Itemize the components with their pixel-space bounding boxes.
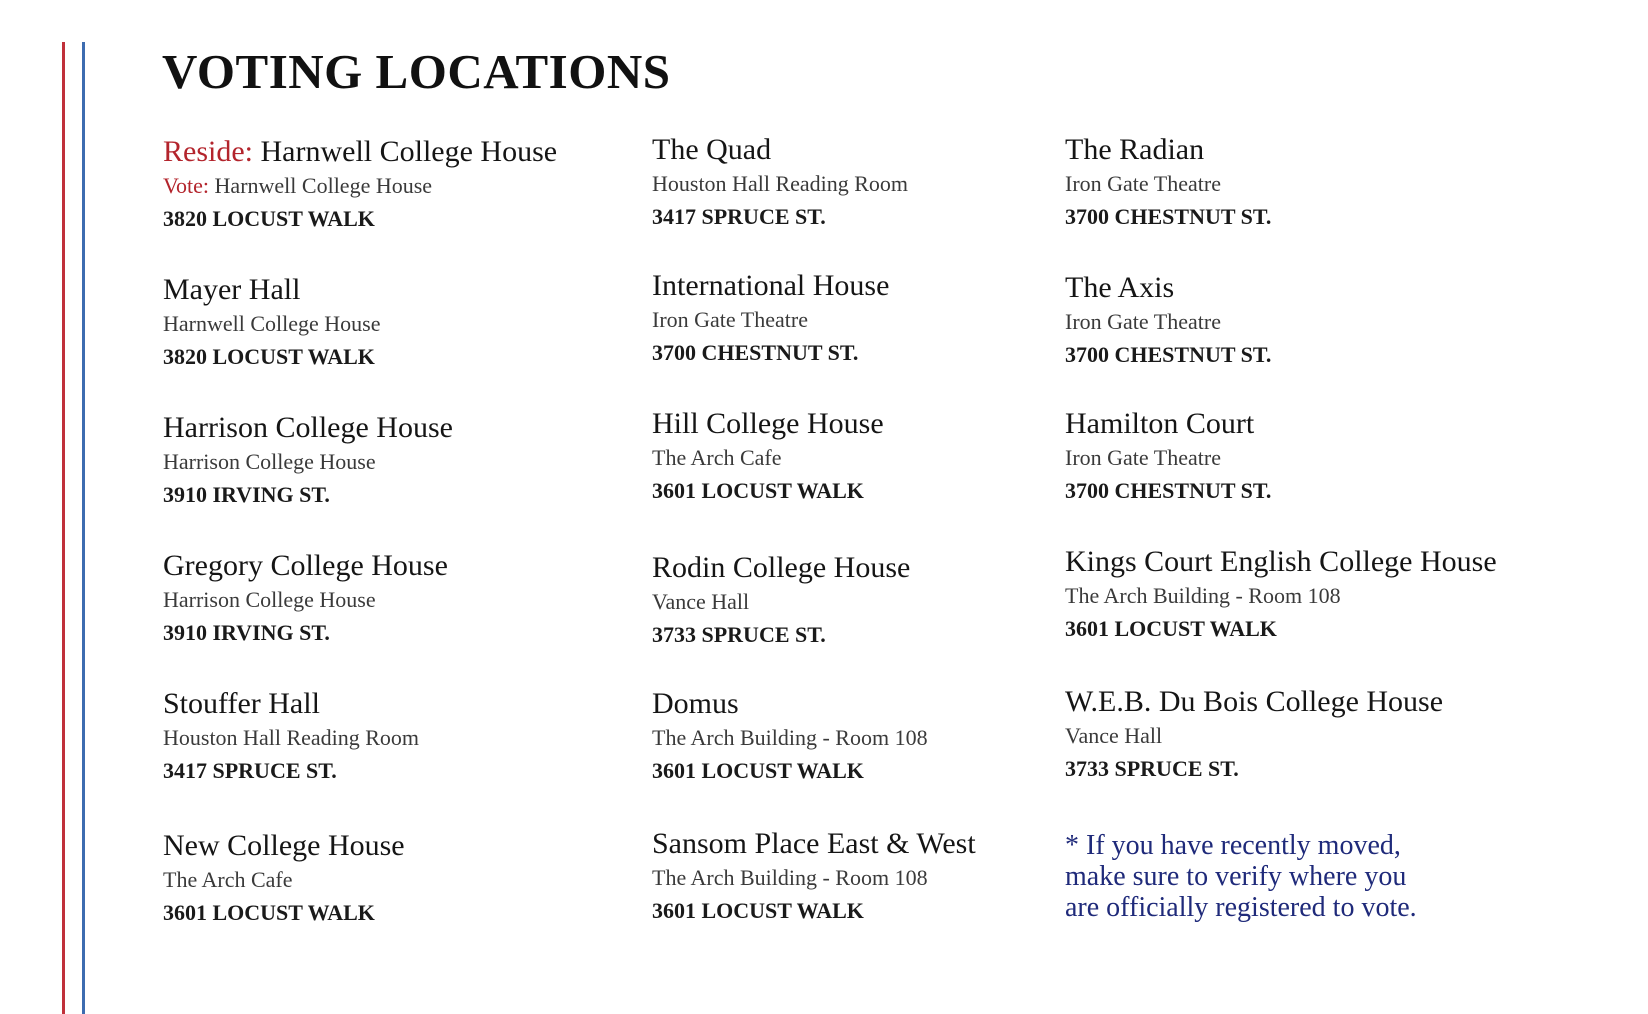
location-entry bbox=[652, 268, 1122, 367]
residence-line bbox=[163, 134, 633, 170]
location-entry bbox=[652, 686, 1122, 785]
address: 3601 LOCUST WALK bbox=[652, 478, 864, 503]
address: 3601 LOCUST WALK bbox=[163, 900, 375, 925]
page-title: VOTING LOCATIONS bbox=[162, 44, 671, 99]
location-entry bbox=[1065, 270, 1535, 369]
registration-note bbox=[1065, 830, 1525, 923]
venue-name: The Arch Building - Room 108 bbox=[652, 725, 928, 750]
location-entry bbox=[163, 828, 633, 927]
address: 3733 SPRUCE ST. bbox=[1065, 756, 1239, 781]
note-line: are officially registered to vote. bbox=[1065, 892, 1417, 923]
residence-name: International House bbox=[652, 269, 890, 302]
venue-name: The Arch Cafe bbox=[163, 867, 293, 892]
residence-name: Sansom Place East & West bbox=[652, 827, 976, 860]
venue-name: The Arch Building - Room 108 bbox=[1065, 583, 1341, 608]
residence-name: Rodin College House bbox=[652, 551, 911, 584]
address: 3601 LOCUST WALK bbox=[652, 758, 864, 783]
location-entry bbox=[652, 550, 1122, 649]
venue-name: Harrison College House bbox=[163, 449, 376, 474]
venue-name: Harrison College House bbox=[163, 587, 376, 612]
residence-name: Stouffer Hall bbox=[163, 687, 320, 720]
venue-name: Iron Gate Theatre bbox=[1065, 309, 1221, 334]
residence-name: Hill College House bbox=[652, 407, 884, 440]
location-entry bbox=[652, 406, 1122, 505]
address: 3417 SPRUCE ST. bbox=[652, 204, 826, 229]
residence-name: Mayer Hall bbox=[163, 273, 301, 306]
address: 3700 CHESTNUT ST. bbox=[1065, 204, 1272, 229]
residence-name: The Quad bbox=[652, 133, 772, 166]
address: 3601 LOCUST WALK bbox=[1065, 616, 1277, 641]
address: 3601 LOCUST WALK bbox=[652, 898, 864, 923]
address: 3417 SPRUCE ST. bbox=[163, 758, 337, 783]
residence-name: Harrison College House bbox=[163, 411, 453, 444]
residence-name: The Radian bbox=[1065, 133, 1205, 166]
venue-name: The Arch Building - Room 108 bbox=[652, 865, 928, 890]
venue-name: Iron Gate Theatre bbox=[1065, 171, 1221, 196]
address: 3700 CHESTNUT ST. bbox=[652, 340, 859, 365]
venue-name: Vance Hall bbox=[652, 589, 750, 614]
location-entry-harnwell bbox=[163, 134, 633, 233]
venue-name: Iron Gate Theatre bbox=[652, 307, 808, 332]
residence-name: Kings Court English College House bbox=[1065, 545, 1497, 578]
note-line: make sure to verify where you bbox=[1065, 861, 1407, 892]
location-entry bbox=[1065, 684, 1535, 783]
location-entry bbox=[163, 548, 633, 647]
residence-name: Hamilton Court bbox=[1065, 407, 1255, 440]
venue-name: The Arch Cafe bbox=[652, 445, 782, 470]
reside-label: Reside: bbox=[163, 135, 253, 168]
location-entry bbox=[163, 410, 633, 509]
address: 3820 LOCUST WALK bbox=[163, 206, 375, 231]
red-margin-rule bbox=[62, 42, 65, 1014]
venue-name: Houston Hall Reading Room bbox=[163, 725, 420, 750]
address: 3733 SPRUCE ST. bbox=[652, 622, 826, 647]
vote-label: Vote: bbox=[163, 173, 210, 198]
address: 3820 LOCUST WALK bbox=[163, 344, 375, 369]
location-entry bbox=[163, 686, 633, 785]
venue-name: Harnwell College House bbox=[214, 173, 433, 198]
location-entry bbox=[652, 826, 1122, 925]
residence-name: Domus bbox=[652, 687, 739, 720]
venue-line bbox=[163, 172, 633, 200]
location-entry bbox=[652, 132, 1122, 231]
venue-name: Iron Gate Theatre bbox=[1065, 445, 1221, 470]
location-entry bbox=[1065, 132, 1535, 231]
venue-name: Vance Hall bbox=[1065, 723, 1163, 748]
address: 3910 IRVING ST. bbox=[163, 620, 330, 645]
venue-name: Harnwell College House bbox=[163, 311, 381, 336]
location-entry bbox=[1065, 544, 1535, 643]
note-line: * If you have recently moved, bbox=[1065, 830, 1401, 861]
residence-name: New College House bbox=[163, 829, 405, 862]
blue-margin-rule bbox=[82, 42, 85, 1014]
address: 3700 CHESTNUT ST. bbox=[1065, 342, 1272, 367]
residence-name: The Axis bbox=[1065, 271, 1175, 304]
location-entry bbox=[163, 272, 633, 371]
address: 3910 IRVING ST. bbox=[163, 482, 330, 507]
location-entry bbox=[1065, 406, 1535, 505]
residence-name: Harnwell College House bbox=[260, 135, 558, 168]
residence-name: Gregory College House bbox=[163, 549, 448, 582]
address: 3700 CHESTNUT ST. bbox=[1065, 478, 1272, 503]
venue-name: Houston Hall Reading Room bbox=[652, 171, 909, 196]
residence-name: W.E.B. Du Bois College House bbox=[1065, 685, 1444, 718]
